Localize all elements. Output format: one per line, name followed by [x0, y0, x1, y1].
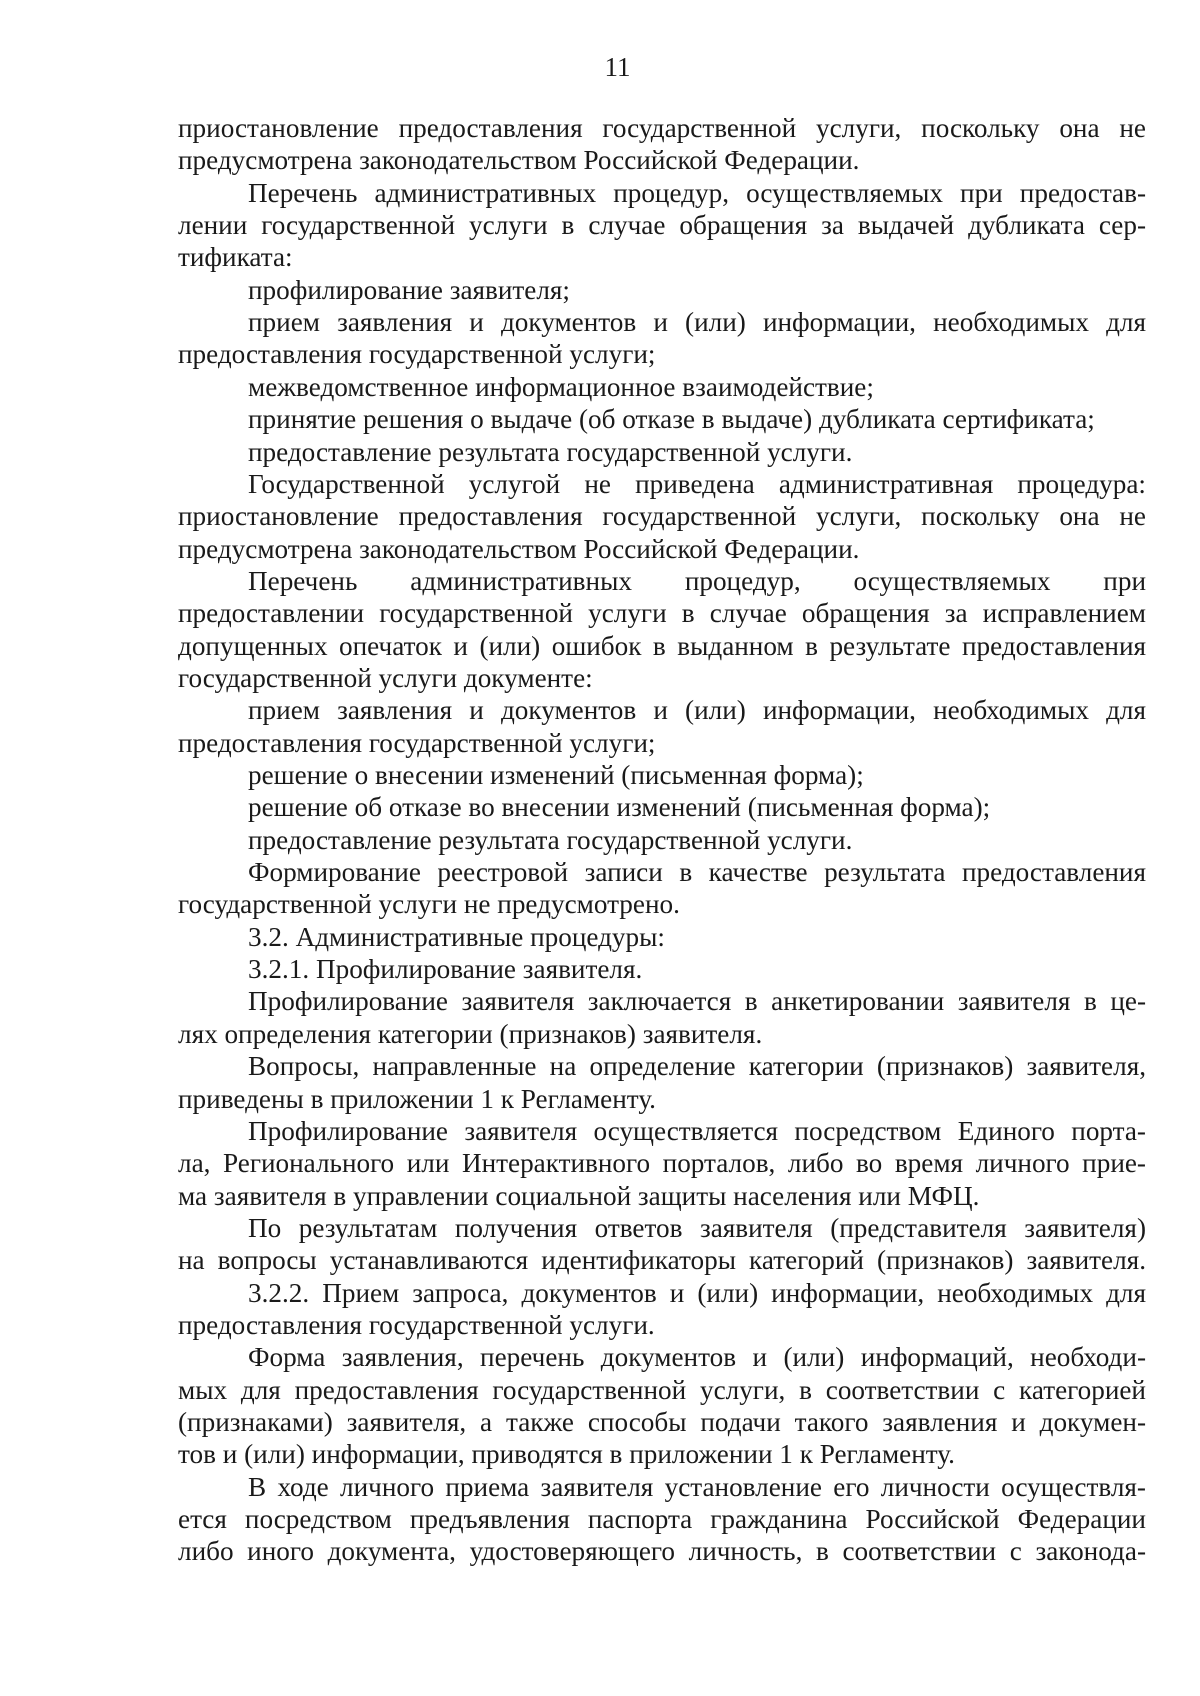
- text-line: предоставление результата государственной услуги.: [248, 825, 853, 855]
- text-line: приостановление предоставления государственной услуги, поскольку она не: [178, 501, 1146, 531]
- text-line: Вопросы, направленные на определение категории (признаков) заявителя,: [248, 1051, 1146, 1081]
- text-line: 3.2.1. Профилирование заявителя.: [248, 954, 643, 984]
- text-line: Перечень административных процедур, осуществляемых при предостав-: [248, 178, 1146, 208]
- text-line: 3.2. Административные процедуры:: [248, 922, 665, 952]
- text-line: лении государственной услуги в случае обращения за выдачей дубликата сер-: [178, 210, 1146, 240]
- text-line: предоставления государственной услуги.: [178, 1310, 655, 1340]
- text-line: допущенных опечаток и (или) ошибок в выданном в результате предоставления: [178, 631, 1146, 661]
- text-line: Профилирование заявителя осуществляется посредством Единого порта-: [248, 1116, 1146, 1146]
- text-line: прием заявления и документов и (или) информации, необходимых для: [248, 307, 1146, 337]
- text-line: Перечень административных процедур, осуществляемых при: [248, 566, 1146, 596]
- text-line: По результатам получения ответов заявителя (представителя заявителя): [248, 1213, 1146, 1243]
- text-line: В ходе личного приема заявителя установление его личности осуществля-: [248, 1472, 1146, 1502]
- text-line: предусмотрена законодательством Российской Федерации.: [178, 534, 860, 564]
- text-line: приостановление предоставления государственной услуги, поскольку она не: [178, 113, 1146, 143]
- text-line: решение о внесении изменений (письменная форма);: [248, 760, 864, 790]
- text-line: прием заявления и документов и (или) информации, необходимых для: [248, 695, 1146, 725]
- text-line: Профилирование заявителя заключается в анкетировании заявителя в це-: [248, 986, 1146, 1016]
- text-line: тов и (или) информации, приводятся в приложении 1 к Регламенту.: [178, 1439, 955, 1469]
- text-line: тификата:: [178, 242, 293, 272]
- text-line: государственной услуги не предусмотрено.: [178, 889, 680, 919]
- text-line: либо иного документа, удостоверяющего личность, в соответствии с законода-: [178, 1536, 1146, 1566]
- text-line: профилирование заявителя;: [248, 275, 570, 305]
- text-line: лях определения категории (признаков) заявителя.: [178, 1019, 763, 1049]
- text-line: Форма заявления, перечень документов и (или) информаций, необходи-: [248, 1342, 1146, 1372]
- text-line: межведомственное информационное взаимодействие;: [248, 372, 874, 402]
- text-line: предоставление результата государственной услуги.: [248, 437, 853, 467]
- text-line: (признаками) заявителя, а также способы подачи такого заявления и докумен-: [178, 1407, 1146, 1437]
- text-line: принятие решения о выдаче (об отказе в выдаче) дубликата сертификата;: [248, 404, 1095, 434]
- text-line: 3.2.2. Прием запроса, документов и (или) информации, необходимых для: [248, 1278, 1146, 1308]
- text-line: ма заявителя в управлении социальной защиты населения или МФЦ.: [178, 1181, 980, 1211]
- text-line: ла, Регионального или Интерактивного порталов, либо во время личного прие-: [178, 1148, 1146, 1178]
- page-number: 11: [604, 52, 631, 82]
- text-line: на вопросы устанавливаются идентификаторы категорий (признаков) заявителя.: [178, 1245, 1146, 1275]
- text-line: предоставлении государственной услуги в случае обращения за исправлением: [178, 598, 1146, 628]
- text-line: Формирование реестровой записи в качестве результата предоставления: [248, 857, 1146, 887]
- text-line: Государственной услугой не приведена административная процедура:: [248, 469, 1146, 499]
- text-line: приведены в приложении 1 к Регламенту.: [178, 1084, 656, 1114]
- text-line: решение об отказе во внесении изменений (письменная форма);: [248, 792, 991, 822]
- text-line: предоставления государственной услуги;: [178, 339, 656, 369]
- text-line: государственной услуги документе:: [178, 663, 593, 693]
- text-line: мых для предоставления государственной услуги, в соответствии с категорией: [178, 1375, 1146, 1405]
- text-line: предоставления государственной услуги;: [178, 728, 656, 758]
- text-line: ется посредством предъявления паспорта гражданина Российской Федерации: [178, 1504, 1146, 1534]
- text-line: предусмотрена законодательством Российской Федерации.: [178, 145, 860, 175]
